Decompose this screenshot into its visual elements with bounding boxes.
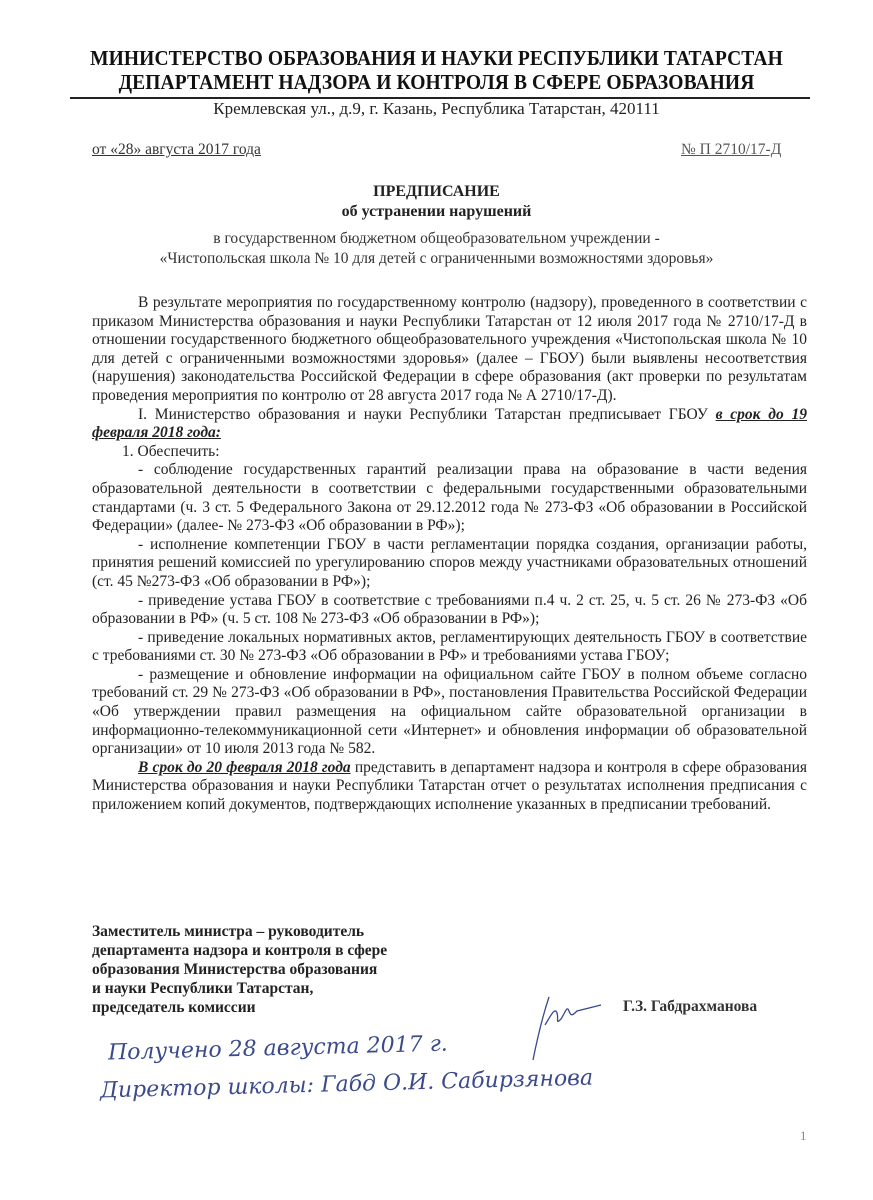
document-date: от «28» августа 2017 года — [92, 141, 261, 158]
signatory-position — [92, 922, 432, 1017]
bullet-item: - размещение и обновление информации на официальном сайте ГБОУ в полном объеме согласно требований ст. 29 № 273-ФЗ «Об образовании в РФ», постановления Правительства Российской Федерации «Об утверждении правил размещения на официальном сайте образовательной организации в информационно-телекоммуникационной сети «Интернет» и обновления информации об образовательной организации» от 10 июля 2013 года № 582. — [92, 665, 807, 758]
section-1-deadline: в срок до 19 февраля 2018 года: — [92, 405, 807, 442]
bullet-item: - исполнение компетенции ГБОУ в части регламентации порядка создания, организации работы, принятия решений комиссией по урегулированию споров между участниками образовательных отношений (ст. 45 №273-ФЗ «Об образовании в РФ»); — [92, 535, 807, 590]
position-line: и науки Республики Татарстан, — [92, 980, 314, 997]
intro-paragraph: В результате мероприятия по государственному контролю (надзору), проведенного в соответствии с приказом Министерства образования и науки Республики Татарстан от 12 июля 2017 года № 2710/17-Д в отношении государственного бюджетного общеобразовательного учреждения «Чистопольская школа № 10 для детей с ограниченными возможностями здоровья» (далее – ГБОУ) были выявлены несоответствия (нарушения) законодательства Российской Федерации в сфере образования (акт проверки по результатам проведения мероприятия по контролю от 28 августа 2017 года № А 2710/17-Д). — [92, 294, 807, 404]
page-number: 1 — [800, 1128, 807, 1143]
document-number: № П 2710/17-Д — [681, 141, 782, 158]
handwritten-received-line: Получено 28 августа 2017 г. — [107, 1031, 449, 1066]
position-line: образования Министерства образования — [92, 961, 378, 978]
report-text: представить в департамент надзора и контроля в сфере образования Министерства образования и науки Республики Татарстан отчет о результатах исполнения предписания с приложением копий документов, подтверждающих исполнение указанных в предписании требований. — [92, 758, 808, 814]
document-body — [92, 294, 807, 815]
report-deadline: В срок до 20 февраля 2018 года — [138, 758, 351, 776]
section-1-paragraph — [92, 406, 807, 443]
address: Кремлевская ул., д.9, г. Казань, Республика Татарстан, 420111 — [213, 99, 660, 118]
section-1-text: I. Министерство образования и науки Республики Татарстан предписывает ГБОУ — [138, 405, 716, 423]
institution-line-1: в государственном бюджетном общеобразовательном учреждении - — [213, 230, 660, 247]
position-line: председатель комиссии — [92, 999, 256, 1016]
bullet-item: - приведение локальных нормативных актов, регламентирующих деятельность ГБОУ в соответствие с требованиями ст. 30 № 273-ФЗ «Об образовании в РФ» и требованиями устава ГБОУ; — [92, 628, 807, 665]
bullet-item: - соблюдение государственных гарантий реализации права на образование в части ведения образовательной деятельности в соответствии с федеральными государственными образовательными стандартами (ч. 3 ст. 5 Федерального Закона от 29.12.2012 года № 273-ФЗ «Об образовании в Российской Федерации» (далее- № 273-ФЗ «Об образовании в РФ»); — [92, 461, 807, 535]
handwritten-director-line: Директор школы: Габд О.И. Сабирзянова — [99, 1065, 594, 1104]
document-title: ПРЕДПИСАНИЕ — [373, 183, 500, 200]
document-subtitle: об устранении нарушений — [341, 203, 532, 220]
position-line: Заместитель министра – руководитель — [92, 923, 365, 940]
item-1-heading: 1. Обеспечить: — [122, 442, 220, 460]
signer-name: Г.З. Габдрахманова — [623, 998, 758, 1015]
department-header: ДЕПАРТАМЕНТ НАДЗОРА И КОНТРОЛЯ В СФЕРЕ ОБРАЗОВАНИЯ — [118, 70, 755, 94]
bullet-item: - приведение устава ГБОУ в соответствие с требованиями п.4 ч. 2 ст. 25, ч. 5 ст. 26 № 273-ФЗ «Об образовании в РФ» (ч. 5 ст. 108 № 273-ФЗ «Об образовании в РФ»); — [92, 591, 807, 628]
report-paragraph — [92, 759, 807, 815]
ministry-header: МИНИСТЕРСТВО ОБРАЗОВАНИЯ И НАУКИ РЕСПУБЛИКИ ТАТАРСТАН — [90, 46, 783, 70]
position-line: департамента надзора и контроля в сфере — [92, 942, 388, 959]
handwritten-note — [100, 1030, 720, 1120]
institution-line-2: «Чистопольская школа № 10 для детей с ограниченными возможностями здоровья» — [159, 250, 714, 267]
